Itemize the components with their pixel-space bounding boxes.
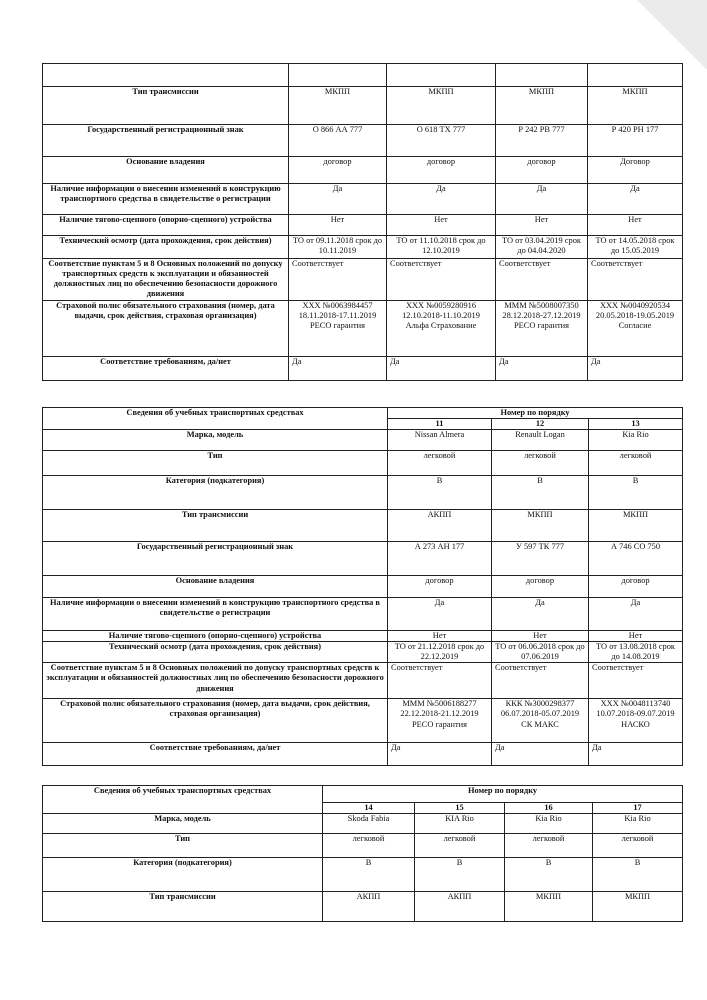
cell: легковой — [492, 451, 589, 476]
table-header-row — [43, 408, 683, 419]
cell: Нет — [496, 215, 588, 236]
table-row — [43, 87, 683, 125]
cell: Kia Rio — [589, 430, 683, 451]
table-row — [43, 301, 683, 357]
row-label: Наличие информации о внесении изменений в конструкцию транспортного средства в свидетельстве о регистрации — [43, 184, 289, 215]
row-label: Тип трансмиссии — [43, 510, 388, 542]
table-row — [43, 892, 683, 922]
row-label: Основание владения — [43, 576, 388, 598]
cell: Nissan Almera — [388, 430, 492, 451]
vehicles-table-3 — [42, 785, 683, 922]
row-label: Соответствие требованиям, да/нет — [43, 743, 388, 766]
cell: ТО от 13.08.2018 срок до 14.08.2019 — [589, 642, 683, 663]
cell: Kia Rio — [593, 814, 683, 834]
cell: Соответствует — [496, 259, 588, 301]
row-label: Страховой полис обязательного страхования (номер, дата выдачи, срок действия, страховая организация) — [43, 699, 388, 743]
cell: Да — [492, 743, 589, 766]
cell: МКПП — [289, 87, 387, 125]
row-label: Тип трансмиссии — [43, 87, 289, 125]
cell: Да — [588, 357, 683, 381]
cell — [289, 64, 387, 87]
cell: Да — [388, 598, 492, 631]
table-row — [43, 357, 683, 381]
table-row — [43, 834, 683, 858]
column-number: 11 — [388, 419, 492, 430]
cell: Нет — [588, 215, 683, 236]
cell: легковой — [323, 834, 415, 858]
column-number: 15 — [415, 803, 505, 814]
cell: В — [323, 858, 415, 892]
cell: Да — [588, 184, 683, 215]
table-row — [43, 259, 683, 301]
cell: Да — [589, 743, 683, 766]
table-row — [43, 743, 683, 766]
row-label: Марка, модель — [43, 814, 323, 834]
cell: ТО от 06.06.2018 срок до 07.06.2019 — [492, 642, 589, 663]
row-label: Технический осмотр (дата прохождения, срок действия) — [43, 642, 388, 663]
row-label: Тип — [43, 834, 323, 858]
row-label: Наличие информации о внесении изменений в конструкцию транспортного средства в свидетельстве о регистрации — [43, 598, 388, 631]
table-row — [43, 542, 683, 576]
cell: Skoda Fabia — [323, 814, 415, 834]
cell: МММ №5006188277 22.12.2018-21.12.2019 РЕСО гарантия — [388, 699, 492, 743]
table-row — [43, 64, 683, 87]
cell: МКПП — [387, 87, 496, 125]
row-label: Наличие тягово-сцепного (опорно-сцепного) устройства — [43, 215, 289, 236]
table-row — [43, 157, 683, 184]
row-label: Категория (подкатегория) — [43, 476, 388, 510]
cell: МММ №5008007350 28.12.2018-27.12.2019 РЕСО гарантия — [496, 301, 588, 357]
row-label: Соответствие пунктам 5 и 8 Основных положений по допуску транспортных средств к эксплуатации и обязанностей должностных лиц по обеспечению безопасности дорожного движения — [43, 663, 388, 699]
cell — [387, 64, 496, 87]
cell: АКПП — [415, 892, 505, 922]
column-number: 17 — [593, 803, 683, 814]
row-label: Тип — [43, 451, 388, 476]
column-number: 16 — [505, 803, 593, 814]
cell: Соответствует — [387, 259, 496, 301]
cell — [496, 64, 588, 87]
table-title: Сведения об учебных транспортных средствах — [43, 786, 323, 814]
cell: Соответствует — [289, 259, 387, 301]
cell: Да — [289, 357, 387, 381]
table-row — [43, 598, 683, 631]
cell: У 597 ТК 777 — [492, 542, 589, 576]
cell: МКПП — [496, 87, 588, 125]
table-row — [43, 814, 683, 834]
cell: Renault Logan — [492, 430, 589, 451]
cell: Нет — [589, 631, 683, 642]
cell: Да — [492, 598, 589, 631]
cell: Нет — [387, 215, 496, 236]
cell: В — [388, 476, 492, 510]
cell: договор — [492, 576, 589, 598]
cell: Нет — [492, 631, 589, 642]
cell: ХХХ №0063984457 18.11.2018-17.11.2019 РЕСО гарантия — [289, 301, 387, 357]
cell: Соответствует — [492, 663, 589, 699]
cell: В — [415, 858, 505, 892]
cell: МКПП — [588, 87, 683, 125]
cell: МКПП — [492, 510, 589, 542]
column-number: 13 — [589, 419, 683, 430]
number-header: Номер по порядку — [388, 408, 683, 419]
cell: ТО от 21.12.2018 срок до 22.12.2019 — [388, 642, 492, 663]
cell: Соответствует — [588, 259, 683, 301]
table-row — [43, 576, 683, 598]
vehicles-table-1 — [42, 63, 683, 381]
cell: АКПП — [323, 892, 415, 922]
cell: Да — [496, 184, 588, 215]
row-label: Государственный регистрационный знак — [43, 125, 289, 157]
column-number: 14 — [323, 803, 415, 814]
cell: А 273 АН 177 — [388, 542, 492, 576]
cell: Да — [589, 598, 683, 631]
table-row — [43, 236, 683, 259]
cell: АКПП — [388, 510, 492, 542]
row-label: Наличие тягово-сцепного (опорно-сцепного) устройства — [43, 631, 388, 642]
cell: легковой — [589, 451, 683, 476]
table-row — [43, 184, 683, 215]
cell: ХХХ №0048113740 10.07.2018-09.07.2019 НАСКО — [589, 699, 683, 743]
cell: договор — [289, 157, 387, 184]
cell: Kia Rio — [505, 814, 593, 834]
number-header: Номер по порядку — [323, 786, 683, 803]
cell: Да — [388, 743, 492, 766]
cell: договор — [589, 576, 683, 598]
cell: А 746 СО 750 — [589, 542, 683, 576]
table-header-row — [43, 786, 683, 803]
cell: Соответствует — [388, 663, 492, 699]
cell: Нет — [388, 631, 492, 642]
row-label: Категория (подкатегория) — [43, 858, 323, 892]
cell: Р 420 РН 177 — [588, 125, 683, 157]
cell: МКПП — [593, 892, 683, 922]
cell: ТО от 09.11.2018 срок до 10.11.2019 — [289, 236, 387, 259]
cell: легковой — [505, 834, 593, 858]
row-label: Технический осмотр (дата прохождения, срок действия) — [43, 236, 289, 259]
cell: Договор — [588, 157, 683, 184]
cell: В — [505, 858, 593, 892]
cell: Да — [289, 184, 387, 215]
cell: Р 242 РВ 777 — [496, 125, 588, 157]
table-row — [43, 451, 683, 476]
cell: KIA Rio — [415, 814, 505, 834]
cell: Да — [387, 357, 496, 381]
cell: О 618 ТХ 777 — [387, 125, 496, 157]
row-label: Марка, модель — [43, 430, 388, 451]
table-row — [43, 125, 683, 157]
cell: договор — [496, 157, 588, 184]
table-row — [43, 631, 683, 642]
column-number: 12 — [492, 419, 589, 430]
row-label: Соответствие требованиям, да/нет — [43, 357, 289, 381]
cell: В — [593, 858, 683, 892]
cell: В — [492, 476, 589, 510]
row-label: Государственный регистрационный знак — [43, 542, 388, 576]
cell: В — [589, 476, 683, 510]
cell: МКПП — [589, 510, 683, 542]
cell: ХХХ №0059280916 12.10.2018-11.10.2019 Альфа Страхование — [387, 301, 496, 357]
cell: договор — [388, 576, 492, 598]
cell — [588, 64, 683, 87]
cell: ТО от 11.10.2018 срок до 12.10.2019 — [387, 236, 496, 259]
cell: ХХХ №0040920534 20.05.2018-19.05.2019 Согласие — [588, 301, 683, 357]
cell: ККК №3000298377 06.07.2018-05.07.2019 СК МАКС — [492, 699, 589, 743]
cell: Соответствует — [589, 663, 683, 699]
vehicles-table-2 — [42, 407, 683, 766]
table-title: Сведения об учебных транспортных средствах — [43, 408, 388, 430]
table-row — [43, 642, 683, 663]
cell: легковой — [593, 834, 683, 858]
table-row — [43, 430, 683, 451]
page-corner-fold — [637, 0, 707, 70]
cell: Нет — [289, 215, 387, 236]
cell: Да — [496, 357, 588, 381]
cell: легковой — [415, 834, 505, 858]
table-row — [43, 858, 683, 892]
cell: Да — [387, 184, 496, 215]
cell: легковой — [388, 451, 492, 476]
cell: ТО от 03.04.2019 срок до 04.04.2020 — [496, 236, 588, 259]
cell: МКПП — [505, 892, 593, 922]
table-row — [43, 215, 683, 236]
table-row — [43, 699, 683, 743]
row-label: Страховой полис обязательного страхования (номер, дата выдачи, срок действия, страховая организация) — [43, 301, 289, 357]
table-row — [43, 663, 683, 699]
cell: договор — [387, 157, 496, 184]
row-label — [43, 64, 289, 87]
cell: О 866 АА 777 — [289, 125, 387, 157]
row-label: Основание владения — [43, 157, 289, 184]
table-row — [43, 476, 683, 510]
cell: ТО от 14.05.2018 срок до 15.05.2019 — [588, 236, 683, 259]
table-row — [43, 510, 683, 542]
row-label: Соответствие пунктам 5 и 8 Основных положений по допуску транспортных средств к эксплуатации и обязанностей должностных лиц по обеспечению безопасности дорожного движения — [43, 259, 289, 301]
row-label: Тип трансмиссии — [43, 892, 323, 922]
